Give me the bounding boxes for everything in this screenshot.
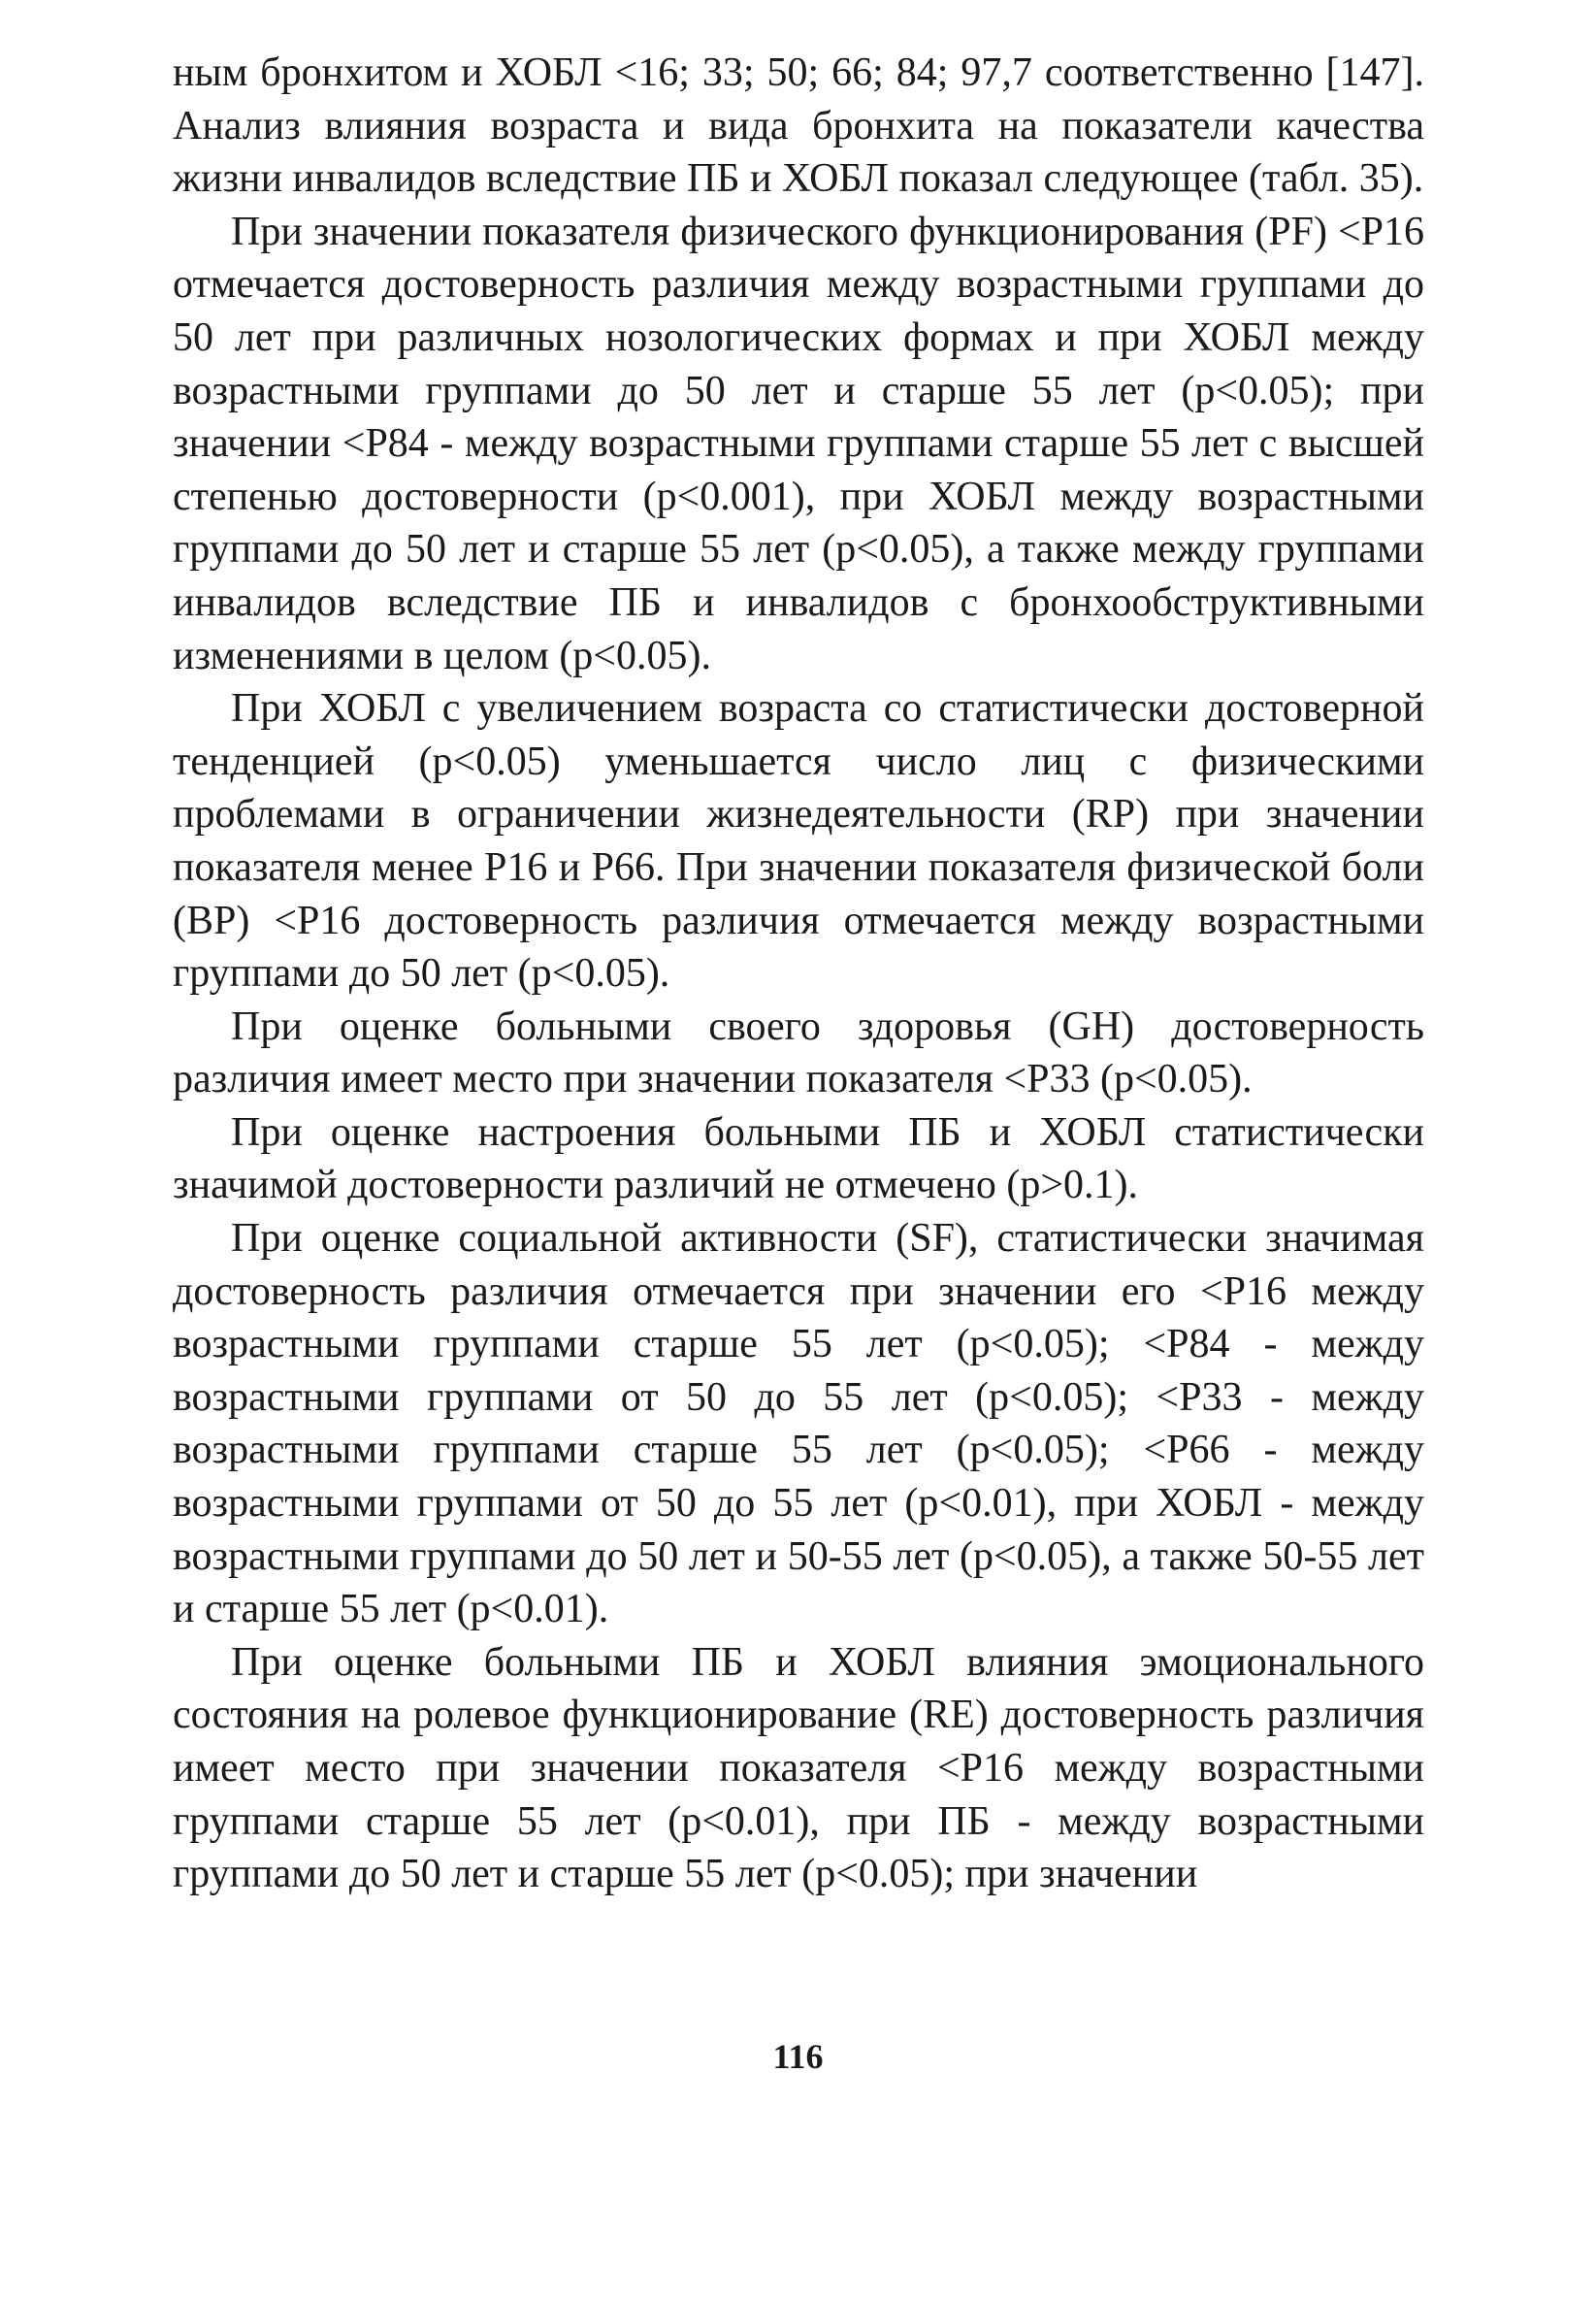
paragraph-2: При значении показателя физического функционирования (PF) <P16 отмечается достоверность различия между возрастными группами до 50 лет при различных нозологических формах и при ХОБЛ между возрастными группами до 50 лет и старше 55 лет (p<0.05); при значении <P84 - между возрастными группами старше 55 лет с высшей степенью достоверности (p<0.001), при ХОБЛ между возрастными группами до 50 лет и старше 55 лет (p<0.05), а также между группами инвалидов вследствие ПБ и инвалидов с бронхообструктивными изменениями в целом (p<0.05). xyxy=(173,209,1424,678)
paragraph-3: При ХОБЛ с увеличением возраста со статистически достоверной тенденцией (p<0.05) уменьшается число лиц с физическими проблемами в ограничении жизнедеятельности (RP) при значении показателя менее P16 и P66. При значении показателя физической боли (BP) <P16 достоверность различия отмечается между возрастными группами до 50 лет (p<0.05). xyxy=(173,686,1424,997)
page-number: 116 xyxy=(772,2037,824,2076)
page-body xyxy=(173,47,1424,1901)
paragraph-7: При оценке больными ПБ и ХОБЛ влияния эмоционального состояния на ролевое функционирование (RE) достоверность различия имеет место при значении показателя <P16 между возрастными группами старше 55 лет (p<0.01), при ПБ - между возрастными группами до 50 лет и старше 55 лет (p<0.05); при значении xyxy=(173,1639,1424,1897)
paragraph-6: При оценке социальной активности (SF), статистически значимая достоверность различия отмечается при значении его <P16 между возрастными группами старше 55 лет (p<0.05); <P84 - между возрастными группами от 50 до 55 лет (p<0.05); <P33 - между возрастными группами старше 55 лет (p<0.05); <P66 - между возрастными группами от 50 до 55 лет (p<0.01), при ХОБЛ - между возрастными группами до 50 лет и 50-55 лет (p<0.05), а также 50-55 лет и старше 55 лет (p<0.01). xyxy=(173,1216,1424,1632)
paragraph-4: При оценке больными своего здоровья (GH) достоверность различия имеет место при значении показателя <P33 (p<0.05). xyxy=(173,1003,1424,1102)
paragraph-1: ным бронхитом и ХОБЛ <16; 33; 50; 66; 84; 97,7 соответственно [147]. Анализ влияния возраста и вида бронхита на показатели качества жизни инвалидов вследствие ПБ и ХОБЛ показал следующее (табл. 35). xyxy=(173,50,1424,202)
paragraph-5: При оценке настроения больными ПБ и ХОБЛ статистически значимой достоверности различий не отмечено (p>0.1). xyxy=(173,1109,1424,1208)
